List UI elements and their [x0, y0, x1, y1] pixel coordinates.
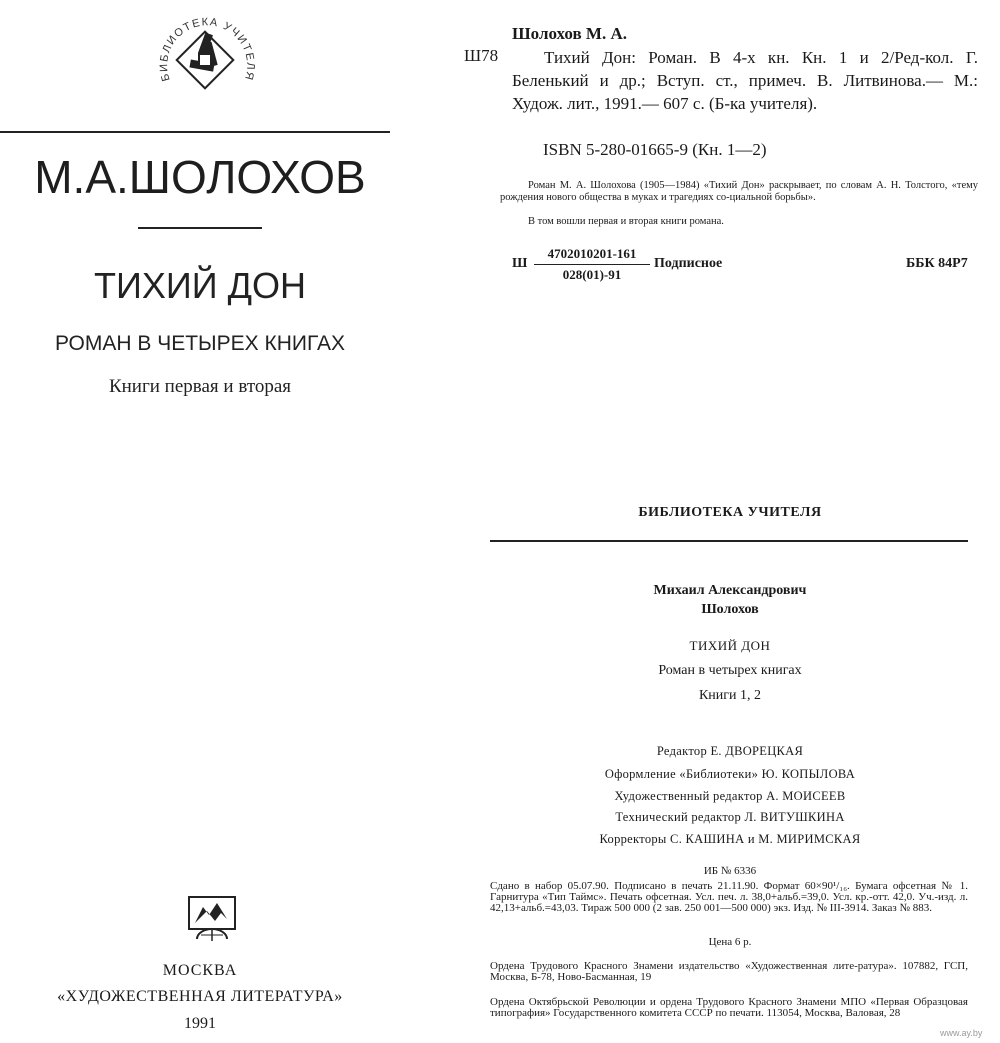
book-volumes: Книги первая и вторая	[108, 376, 292, 397]
book-author: М.А.ШОЛОХОВ	[34, 151, 366, 203]
author-full-name: Михаил Александрович	[653, 583, 807, 598]
index-fraction	[534, 246, 650, 283]
series-name: БИБЛИОТЕКА УЧИТЕЛЯ	[638, 505, 822, 520]
publisher-city: МОСКВА	[162, 962, 238, 979]
ib-number: ИБ № 6336	[703, 865, 757, 877]
series-logo	[150, 5, 260, 115]
catalog-author: Шолохов М. А.	[512, 24, 627, 43]
series-logo-text: БИБЛИОТЕКА УЧИТЕЛЯ	[158, 16, 257, 83]
price: Цена 6 р.	[708, 936, 752, 948]
title-small: ТИХИЙ ДОН	[689, 638, 771, 653]
annotation: Роман М. А. Шолохова (1905—1984) «Тихий Дон» раскрывает, по словам А. Н. Толстого, «тему рождения нового общества в муках и трагедиях со-циальной борьбы».	[500, 180, 978, 203]
annotation-contents: В том вошли первая и вторая книги романа.	[528, 216, 724, 227]
index-numerator: 4702010201-161	[534, 246, 650, 265]
publisher-name: «ХУДОЖЕСТВЕННАЯ ЛИТЕРАТУРА»	[57, 988, 343, 1005]
isbn: ISBN 5-280-01665-9 (Кн. 1—2)	[543, 140, 767, 159]
book-subtitle: РОМАН В ЧЕТЫРЕХ КНИГАХ	[55, 332, 345, 355]
bibliographic-entry: Тихий Дон: Роман. В 4-х кн. Кн. 1 и 2/Ред-кол. Г. Беленький и др.; Вступ. ст., примеч. В. Литвинова.— М.: Худож. лит., 1991.— 607 с. (Б-ка учителя).	[512, 48, 978, 113]
catalog-code: Ш78	[464, 46, 499, 65]
subtitle-small: Роман в четырех книгах	[658, 663, 802, 678]
watermark: www.ay.by	[940, 1028, 983, 1038]
short-rule	[138, 227, 262, 229]
publication-year: 1991	[184, 1015, 216, 1032]
author-surname: Шолохов	[701, 602, 759, 617]
credit-art-editor: Художественный редактор А. МОИСЕЕВ	[614, 789, 846, 803]
publisher-info: Ордена Трудового Красного Знамени издательство «Художественная лите-ратура». 107882, ГСП, Москва, Б-78, Ново-Басманная, 19	[490, 960, 968, 983]
series-rule	[490, 540, 968, 542]
volumes-small: Книги 1, 2	[698, 688, 762, 703]
publisher-emblem-icon	[187, 895, 237, 945]
index-denominator: 028(01)-91	[562, 267, 622, 282]
subscription-label: Подписное	[654, 256, 723, 271]
bbk-code: ББК 84Р7	[906, 256, 968, 271]
imprint-details: Сдано в набор 05.07.90. Подписано в печать 21.11.90. Формат 60×90¹/₁₆. Бумага офсетная № 1. Гарнитура «Тип Таймс». Печать офсетная. Усл. печ. л. 38,0+альб.=39,0. Усл. кр.-отт. 42,0. Уч.-изд. л. 42,13+альб.=43,03. Тираж 500 000 (2 зав. 250 001—500 000) экз. Изд. № III-3914. Заказ № 883.	[490, 880, 968, 914]
book-title: ТИХИЙ ДОН	[93, 265, 306, 306]
credit-proofreaders: Корректоры С. КАШИНА и М. МИРИМСКАЯ	[599, 832, 861, 846]
top-rule	[0, 131, 390, 133]
credit-editor: Редактор Е. ДВОРЕЦКАЯ	[656, 744, 804, 758]
publisher-emblem	[187, 895, 237, 945]
series-logo-mark	[150, 5, 260, 115]
printer-info: Ордена Октябрьской Революции и ордена Трудового Красного Знамени МПО «Первая Образцовая типография» Государственного комитета СССР по печати. 113054, Москва, Валовая, 28	[490, 996, 968, 1019]
credit-tech-editor: Технический редактор Л. ВИТУШКИНА	[615, 810, 845, 824]
credit-design: Оформление «Библиотеки» Ю. КОПЫЛОВА	[604, 767, 856, 781]
index-letter: Ш	[512, 256, 528, 271]
